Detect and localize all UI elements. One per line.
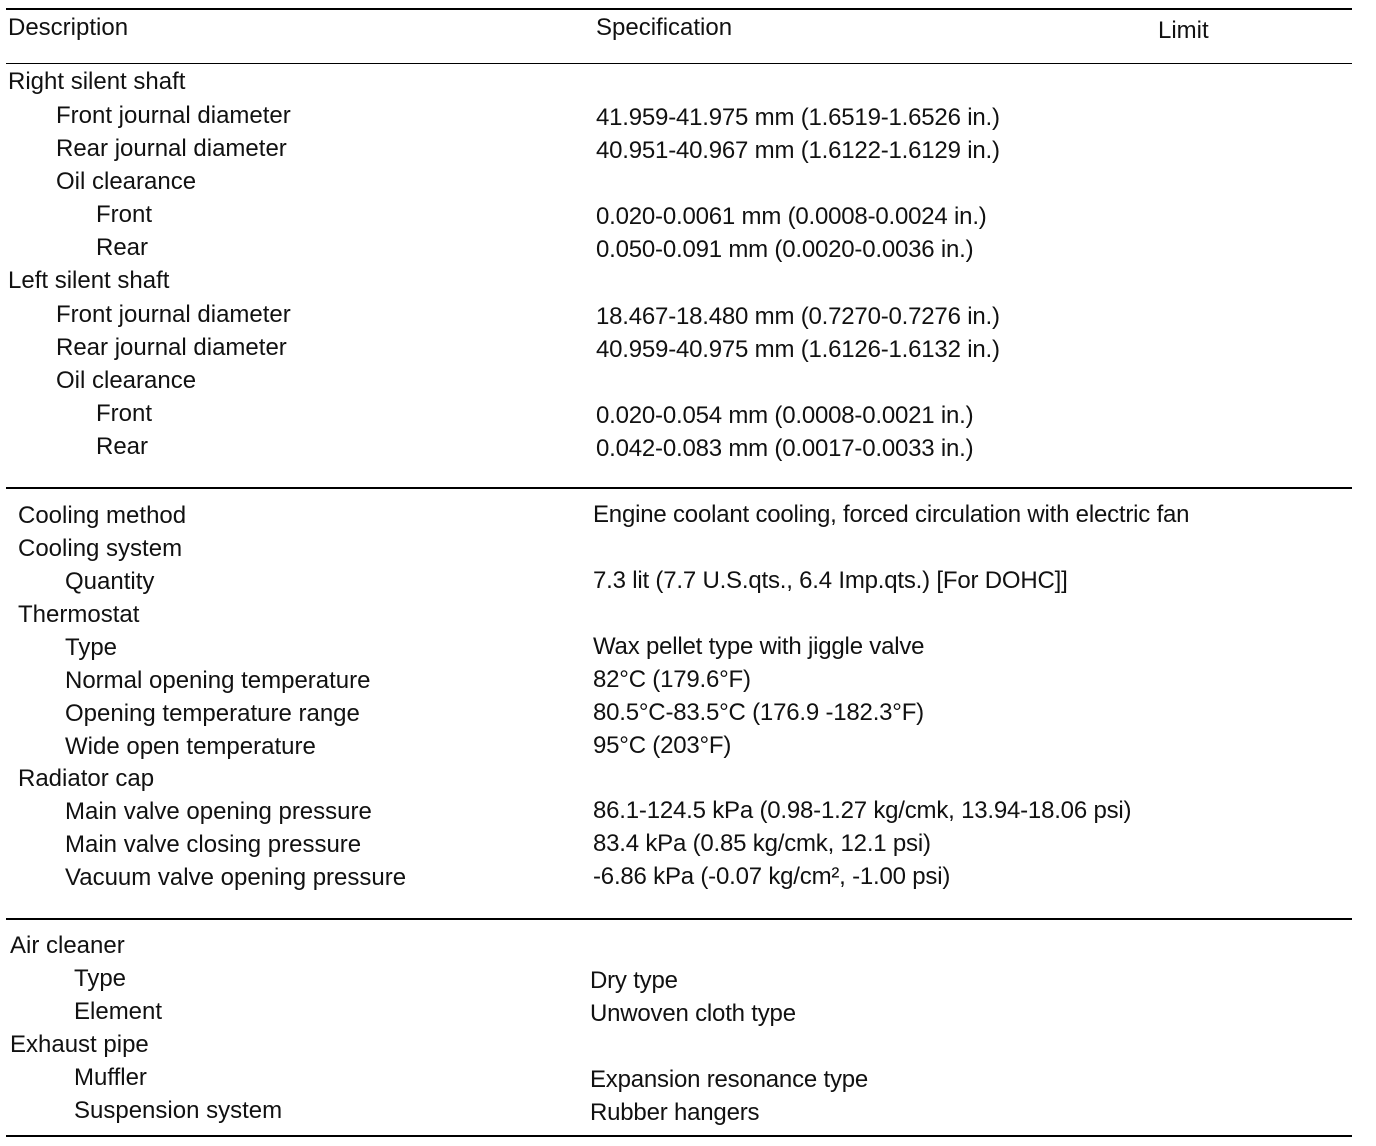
left-front-clearance-value: 0.020-0.054 mm (0.0008-0.0021 in.) [596, 402, 974, 429]
normal-opening-temp-value: 82°C (179.6°F) [593, 666, 751, 693]
suspension-system-label: Suspension system [74, 1097, 283, 1124]
air-cleaner-type-label: Type [74, 965, 127, 992]
thermostat-label: Thermostat [18, 601, 140, 628]
normal-opening-temp-label: Normal opening temperature [65, 667, 371, 694]
air-cleaner-element-label: Element [74, 998, 163, 1025]
right-silent-shaft-title: Right silent shaft [8, 68, 186, 95]
air-cleaner-type-value: Dry type [590, 967, 678, 994]
right-rear-journal-value: 40.951-40.967 mm (1.6122-1.6129 in.) [596, 137, 1000, 164]
vacuum-valve-opening-value: -6.86 kPa (-0.07 kg/cm², -1.00 psi) [593, 863, 951, 890]
cooling-method-value: Engine coolant cooling, forced circulation with electric fan [593, 501, 1190, 528]
cooling-method-label: Cooling method [18, 502, 187, 529]
left-oil-clearance-label: Oil clearance [56, 367, 197, 394]
left-rear-journal-value: 40.959-40.975 mm (1.6126-1.6132 in.) [596, 336, 1000, 363]
muffler-value: Expansion resonance type [590, 1066, 869, 1093]
main-valve-closing-value: 83.4 kPa (0.85 kg/cmk, 12.1 psi) [593, 830, 931, 857]
main-valve-opening-value: 86.1-124.5 kPa (0.98-1.27 kg/cmk, 13.94-18.06 psi) [593, 797, 1132, 824]
cooling-system-label: Cooling system [18, 535, 183, 562]
radiator-cap-label: Radiator cap [18, 765, 155, 792]
left-front-journal-value: 18.467-18.480 mm (0.7270-0.7276 in.) [596, 303, 1000, 330]
suspension-system-value: Rubber hangers [590, 1099, 760, 1126]
top-rule [6, 8, 1352, 10]
header-specification: Specification [596, 14, 733, 41]
right-rear-clearance-label: Rear [96, 234, 149, 261]
left-rear-journal-label: Rear journal diameter [56, 334, 287, 361]
right-front-clearance-value: 0.020-0.0061 mm (0.0008-0.0024 in.) [596, 203, 987, 230]
air-cleaner-element-value: Unwoven cloth type [590, 1000, 796, 1027]
right-rear-journal-label: Rear journal diameter [56, 135, 287, 162]
opening-temp-range-label: Opening temperature range [65, 700, 360, 727]
wide-open-temp-value: 95°C (203°F) [593, 732, 732, 759]
quantity-value: 7.3 lit (7.7 U.S.qts., 6.4 Imp.qts.) [For DOHC]] [593, 567, 1068, 594]
muffler-label: Muffler [74, 1064, 147, 1091]
thermostat-type-value: Wax pellet type with jiggle valve [593, 633, 925, 660]
exhaust-pipe-label: Exhaust pipe [10, 1031, 149, 1058]
left-rear-clearance-value: 0.042-0.083 mm (0.0017-0.0033 in.) [596, 435, 974, 462]
air-cleaner-label: Air cleaner [10, 932, 125, 959]
left-silent-shaft-title: Left silent shaft [8, 267, 170, 294]
bottom-rule [6, 1135, 1352, 1137]
opening-temp-range-value: 80.5°C-83.5°C (176.9 -182.3°F) [593, 699, 924, 726]
quantity-label: Quantity [65, 568, 155, 595]
left-front-clearance-label: Front [96, 400, 153, 427]
right-oil-clearance-label: Oil clearance [56, 168, 197, 195]
header-description: Description [8, 14, 129, 41]
main-valve-opening-label: Main valve opening pressure [65, 798, 372, 825]
thermostat-type-label: Type [65, 634, 118, 661]
main-valve-closing-label: Main valve closing pressure [65, 831, 362, 858]
section-divider-1 [6, 487, 1352, 489]
left-front-journal-label: Front journal diameter [56, 301, 291, 328]
right-front-journal-label: Front journal diameter [56, 102, 291, 129]
wide-open-temp-label: Wide open temperature [65, 733, 316, 760]
section-divider-2 [6, 918, 1352, 920]
right-rear-clearance-value: 0.050-0.091 mm (0.0020-0.0036 in.) [596, 236, 974, 263]
header-rule [6, 63, 1352, 64]
header-limit: Limit [1158, 17, 1209, 44]
right-front-clearance-label: Front [96, 201, 153, 228]
vacuum-valve-opening-label: Vacuum valve opening pressure [65, 864, 407, 891]
right-front-journal-value: 41.959-41.975 mm (1.6519-1.6526 in.) [596, 104, 1000, 131]
left-rear-clearance-label: Rear [96, 433, 149, 460]
